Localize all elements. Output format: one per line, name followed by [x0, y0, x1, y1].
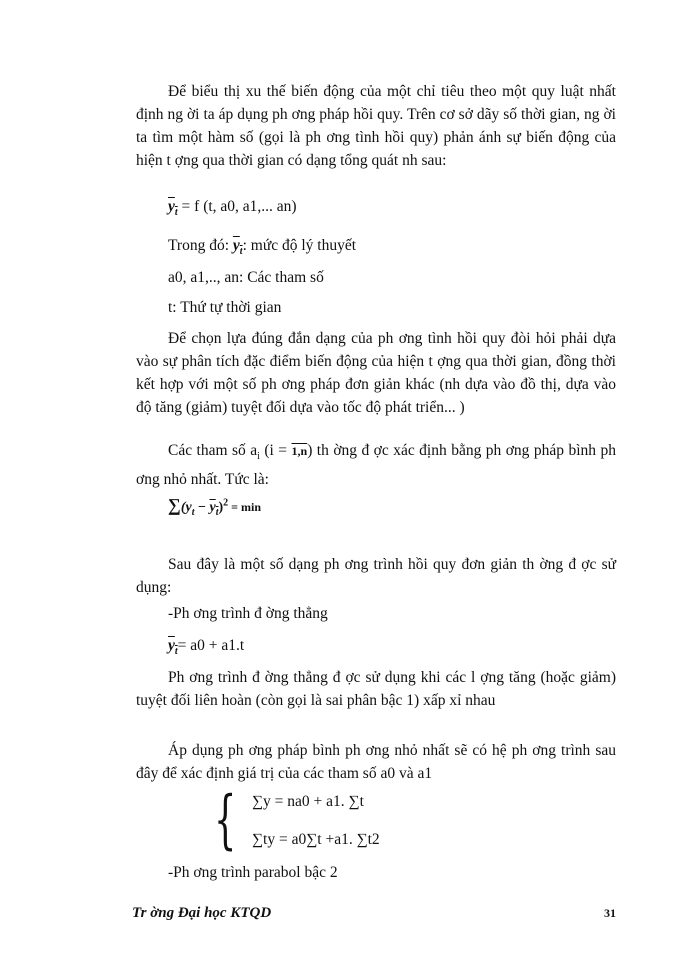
- linear-equation: $y_t= a0 + a1.t$: [168, 637, 245, 658]
- general-equation-rhs: = f (t, a0, a1,... an): [181, 198, 297, 215]
- system-eq-1: ∑y = na0 + a1. ∑t: [252, 793, 364, 810]
- where-line: Trong đó: $y_t$: mức độ lý thuyết: [168, 237, 357, 258]
- time-line: t: Thứ tự thời gian: [168, 299, 282, 316]
- range-symbol: 1,n: [291, 444, 308, 458]
- selection-text: Để chọn lựa đúng đắn dạng của ph ơng tình hồi quy đòi hỏi phải dựa vào sự phân tích đặc điểm biến động của hiện t ợng qua thời gian, đồng thời kết hợp với một số ph ơng pháp đơn giản khác (nh dựa vào đồ thị, dựa vào độ tăng (giảm) tuyệt đối dựa vào tốc độ phát triển... ): [136, 330, 616, 416]
- system-brace: {: [214, 783, 237, 857]
- linear-usage-text: Ph ơng trình đ ờng thẳng đ ợc sử dụng khi các l ợng tăng (hoặc giảm) tuyệt đối liên hoàn (còn gọi là sai phân bậc 1) xấp xỉ nhau: [136, 669, 616, 709]
- page-number: 31: [604, 906, 616, 920]
- intro-paragraph: [136, 80, 616, 172]
- y-bar-symbol: $y_t$: [168, 198, 178, 219]
- y-bar-symbol-2: $y_t$: [232, 237, 243, 258]
- linear-title: -Ph ơng trình đ ờng thẳng: [168, 605, 328, 622]
- forms-text: Sau đây là một số dạng ph ơng trình hồi quy đơn giản th ờng đ ợc sử dụng:: [136, 556, 616, 596]
- forms-paragraph: [136, 553, 616, 599]
- system-eq-2: ∑ty = a0∑t +a1. ∑t2: [252, 831, 380, 848]
- least-squares-paragraph: [136, 739, 616, 785]
- footer-university: Tr ờng Đại học KTQD: [132, 905, 272, 921]
- parabola-title: -Ph ơng trình parabol bậc 2: [168, 864, 338, 881]
- least-squares-text: Áp dụng ph ơng pháp bình ph ơng nhỏ nhất sẽ có hệ ph ơng trình sau đây để xác định giá trị của các tham số a0 và a1: [136, 742, 616, 782]
- intro-text: Để biểu thị xu thế biến động của một chỉ tiêu theo một quy luật nhất định ng ời ta áp dụng ph ơng pháp hồi quy. Trên cơ sở dãy số thời gian, ng ời ta tìm một hàm số (gọi là ph ơng tình hồi quy) phản ánh sự biến động của hiện t ợng qua thời gian có dạng tổng quát nh sau:: [136, 83, 616, 169]
- parameters-paragraph: Các tham số $a_i$ (i = 1,n) th ờng đ ợc xác định bằng ph ơng pháp bình ph ơng nhỏ nhất. Tức là:: [136, 442, 616, 489]
- selection-paragraph: [136, 327, 616, 419]
- general-equation: [168, 198, 297, 218]
- linear-usage-paragraph: [136, 666, 616, 712]
- params-line: a0, a1,.., an: Các tham số: [168, 269, 324, 286]
- least-squares-equation: $\sum(y_t - y_t)^2 = \min$: [168, 495, 262, 518]
